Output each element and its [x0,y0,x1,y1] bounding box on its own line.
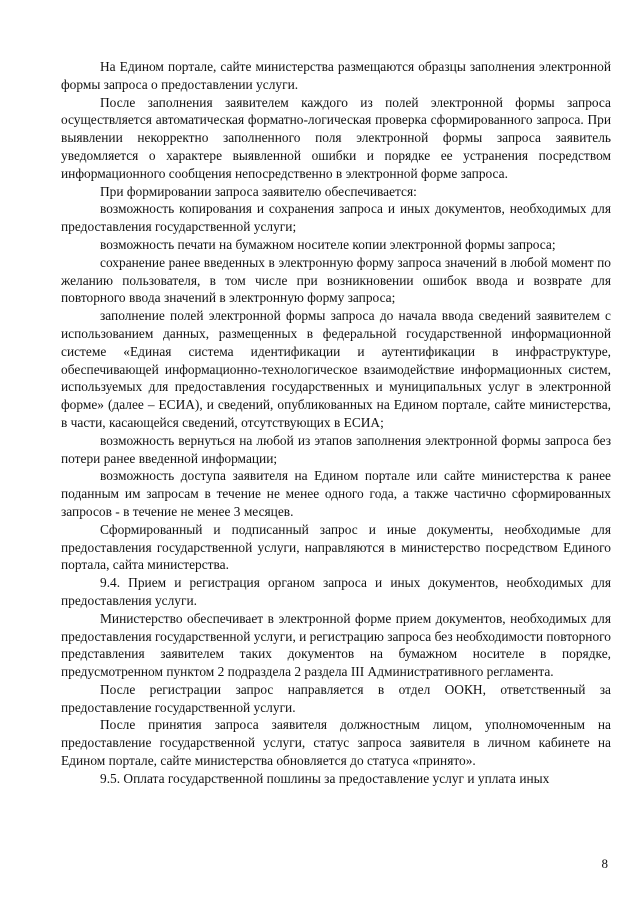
section-heading: 9.4. Прием и регистрация органом запроса и иных документов, необходимых для предоставления услуги. [61,575,611,608]
paragraph: При формировании запроса заявителю обеспечивается: [100,183,417,199]
section-heading: 9.5. Оплата государственной пошлины за предоставление услуг и уплата иных [100,770,550,786]
paragraph: После регистрации запрос направляется в отдел ООКН, ответственный за предоставление государственной услуги. [61,681,611,715]
list-item: возможность вернуться на любой из этапов заполнения электронной формы запроса без потери ранее введенной информации; [61,432,611,466]
list-item: возможность копирования и сохранения запроса и иных документов, необходимых для предоставления государственной услуги; [61,201,611,235]
paragraph: На Едином портале, сайте министерства размещаются образцы заполнения электронной формы запроса о предоставлении услуги. [61,59,611,92]
paragraph: После заполнения заявителем каждого из полей электронной формы запроса осуществляется автоматическая форматно-логическая проверка сформированного запроса. При выявлении некорректно заполненного поля электронной формы запроса заявитель уведомляется о характере выявленной ошибки и порядке ее устранения посредством информационного сообщения непосредственно в электронной форме запроса. [61,94,611,181]
page-number: 8 [601,856,608,871]
document-body [61,58,611,788]
list-item: возможность печати на бумажном носителе копии электронной формы запроса; [100,236,556,252]
paragraph: Сформированный и подписанный запрос и иные документы, необходимые для предоставления государственной услуги, направляются в министерство посредством Единого портала, сайта министерства. [61,521,611,573]
paragraph: Министерство обеспечивает в электронной форме прием документов, необходимых для предоставления государственной услуги, и регистрацию запроса без необходимости повторного представления заявителем таких документов на бумажном носителе в порядке, предусмотренном пунктом 2 подраздела 2 раздела III Административного регламента. [61,610,611,680]
list-item: сохранение ранее введенных в электронную форму запроса значений в любой момент по желанию пользователя, в том числе при возникновении ошибок ввода и возврате для повторного ввода значений в электронную форму запроса; [61,254,611,306]
paragraph: После принятия запроса заявителя должностным лицом, уполномоченным на предоставление государственной услуги, статус запроса заявителя в личном кабинете на Едином портале, сайте министерства обновляется до статуса «принято». [61,717,611,769]
list-item: заполнение полей электронной формы запроса до начала ввода сведений заявителем с использованием данных, размещенных в федеральной государственной информационной системе «Единая система идентификации и аутентификации в инфраструктуре, обеспечивающей информационно-технологическое взаимодействие информационных систем, используемых для предоставления государственных и муниципальных услуг в электронной форме» (далее – ЕСИА), и сведений, опубликованных на Едином портале, сайте министерства, в части, касающейся сведений, отсутствующих в ЕСИА; [61,308,611,430]
list-item: возможность доступа заявителя на Едином портале или сайте министерства к ранее поданным им запросам в течение не менее одного года, а также частично сформированных запросов - в течение не менее 3 месяцев. [61,468,611,519]
